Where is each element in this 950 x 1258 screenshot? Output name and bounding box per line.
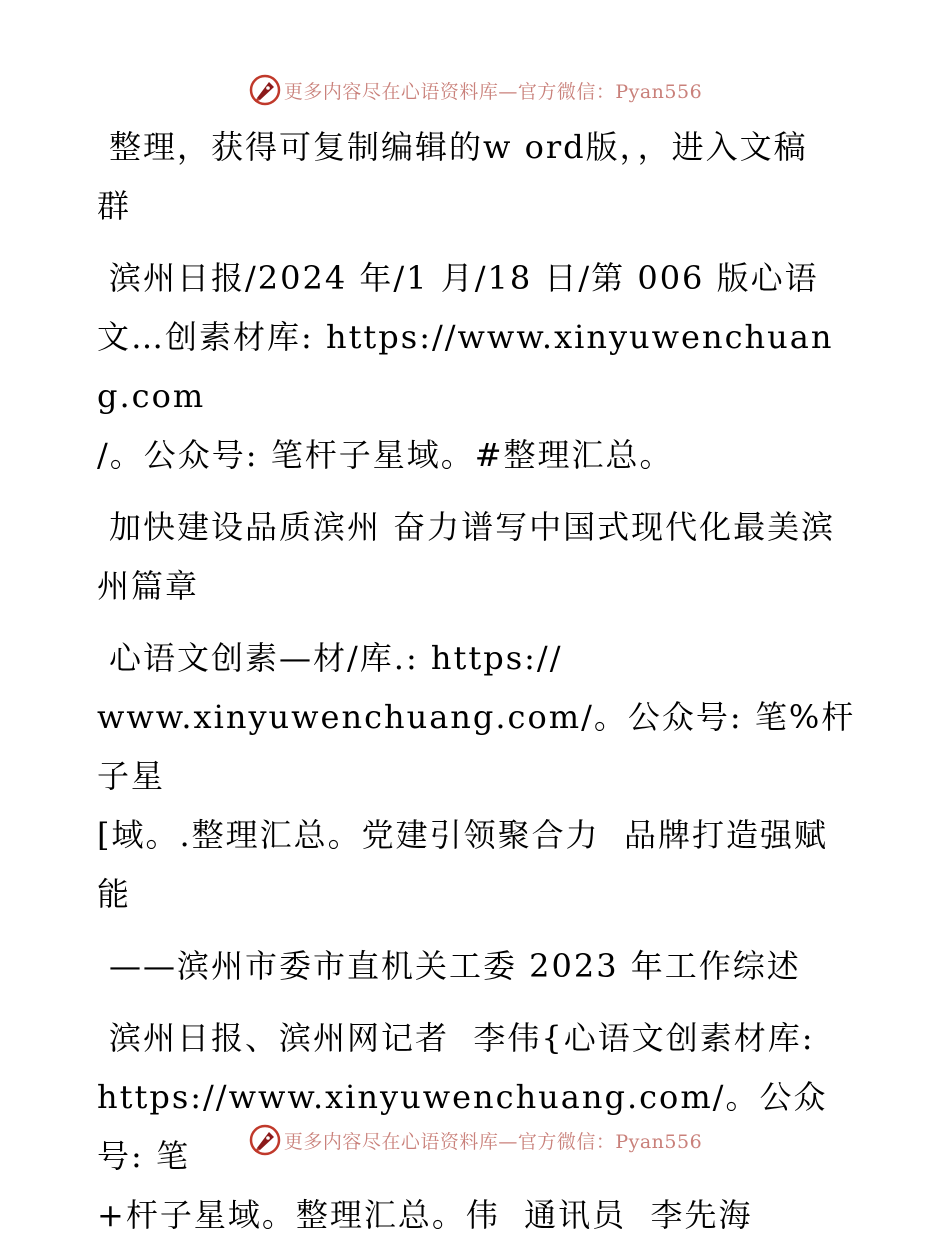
- text-line: 心语文创素—材/库.: https://: [109, 639, 563, 677]
- document-body: [97, 118, 857, 1258]
- banner-text: 更多内容尽在心语资料库—官方微信：Pyan556: [283, 80, 703, 103]
- banner-text: 更多内容尽在心语资料库—官方微信：Pyan556: [283, 1130, 703, 1153]
- text-line: 文…创素材库: https://www.xinyuwenchuang.com: [97, 318, 834, 415]
- footer-watermark-banner: [0, 1120, 950, 1160]
- text-line: ——滨州市委市直机关工委 2023 年工作综述: [109, 947, 801, 985]
- text-line: 加快建设品质滨州 奋力谱写中国式现代化最美滨: [109, 508, 836, 546]
- pen-nib-icon: [248, 73, 282, 107]
- text-line: 群: [97, 187, 132, 225]
- text-line: [域。.整理汇总。党建引领聚合力 品牌打造强赋: [97, 816, 829, 854]
- pen-nib-icon: [248, 1123, 282, 1157]
- article-subtitle: [97, 937, 857, 996]
- text-line: 州篇章: [97, 567, 200, 605]
- paragraph: [97, 629, 857, 924]
- text-line: https://www.xinyuwenchuang.com/。公众号: 笔: [97, 1078, 828, 1175]
- text-line: 整理，获得可复制编辑的w ord版，，进入文稿: [109, 128, 808, 166]
- header-watermark-banner: [0, 70, 950, 110]
- text-line: +杆子星域。整理汇总。伟 通讯员 李先海: [97, 1196, 753, 1234]
- text-line: 能: [97, 875, 132, 913]
- text-line: 滨州日报、滨州网记者 李伟{心语文创素材库:: [109, 1019, 815, 1057]
- text-line: www.xinyuwenchuang.com/。公众号: 笔%杆子星: [97, 698, 856, 795]
- paragraph: [97, 118, 857, 236]
- paragraph: [97, 249, 857, 485]
- text-line: /。公众号: 笔杆子星域。#整理汇总。: [97, 436, 674, 474]
- text-line: 滨州日报/2024 年/1 月/18 日/第 006 版心语: [109, 259, 819, 297]
- article-title: [97, 498, 857, 616]
